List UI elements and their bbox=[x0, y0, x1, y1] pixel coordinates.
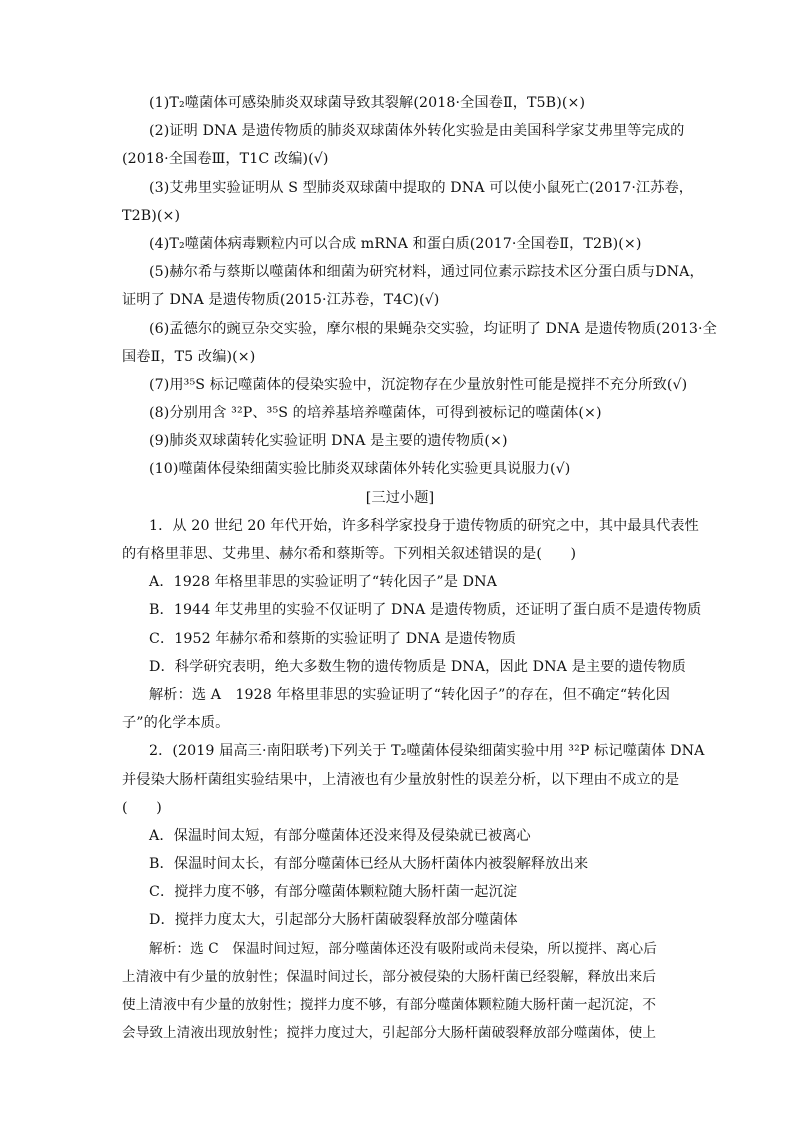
question-2-analysis-cont-1: 上清液中有少量的放射性；保温时间过长，部分被侵染的大肠杆菌已经裂解，释放出来后 bbox=[122, 968, 657, 985]
judgment-3-cont: T2B)(×) bbox=[122, 207, 181, 224]
question-2-analysis: 解析：选 C 保温时间过短，部分噬菌体还没有吸附或尚未侵染，所以搅拌、离心后 bbox=[149, 940, 657, 957]
question-1-analysis: 解析：选 A 1928 年格里菲思的实验证明了“转化因子”的存在，但不确定“转化因 bbox=[149, 686, 671, 703]
question-2-analysis-cont-2: 使上清液中有少量的放射性；搅拌力度不够，有部分噬菌体颗粒随大肠杆菌一起沉淀，不 bbox=[122, 997, 657, 1013]
judgment-5: (5)赫尔希与蔡斯以噬菌体和细菌为研究材料，通过同位素示踪技术区分蛋白质与DNA， bbox=[149, 264, 704, 281]
question-2-analysis-cont-3: 会导致上清液出现放射性；搅拌力度过大，引起部分大肠杆菌破裂释放部分噬菌体，使上 bbox=[122, 1025, 657, 1042]
question-1-stem-cont: 的有格里菲思、艾弗里、赫尔希和蔡斯等。下列相关叙述错误的是( ) bbox=[122, 546, 577, 562]
judgment-2: (2)证明 DNA 是遗传物质的肺炎双球菌体外转化实验是由美国科学家艾弗里等完成的 bbox=[149, 123, 685, 140]
judgment-10: (10)噬菌体侵染细菌实验比肺炎双球菌体外转化实验更具说服力(√) bbox=[149, 461, 571, 478]
question-2-stem: 2．(2019 届高三·南阳联考)下列关于 T₂噬菌体侵染细菌实验中用 ³²P 标记噬菌体 DNA bbox=[149, 743, 705, 760]
judgment-6: (6)孟德尔的豌豆杂交实验，摩尔根的果蝇杂交实验，均证明了 DNA 是遗传物质(2013·全 bbox=[149, 320, 717, 337]
judgment-3: (3)艾弗里实验证明从 S 型肺炎双球菌中提取的 DNA 可以使小鼠死亡(2017·江苏卷， bbox=[149, 179, 694, 196]
judgment-2-cont: (2018·全国卷Ⅲ，T1C 改编)(√) bbox=[122, 151, 329, 168]
question-2-blank: ( ) bbox=[122, 799, 162, 816]
judgment-6-cont: 国卷Ⅱ，T5 改编)(×) bbox=[122, 348, 256, 365]
question-1-option-c: C．1952 年赫尔希和蔡斯的实验证明了 DNA 是遗传物质 bbox=[149, 630, 517, 647]
question-2-stem-cont: 并侵染大肠杆菌组实验结果中，上清液也有少量放射性的误差分析，以下理由不成立的是 bbox=[122, 771, 680, 788]
judgment-7: (7)用³⁵S 标记噬菌体的侵染实验中，沉淀物存在少量放射性可能是搅拌不充分所致(√) bbox=[149, 376, 688, 393]
judgment-1: (1)T₂噬菌体可感染肺炎双球菌导致其裂解(2018·全国卷Ⅱ，T5B)(×) bbox=[149, 95, 586, 111]
question-1-option-d: D．科学研究表明，绝大多数生物的遗传物质是 DNA，因此 DNA 是主要的遗传物质 bbox=[149, 658, 686, 675]
judgment-4: (4)T₂噬菌体病毒颗粒内可以合成 mRNA 和蛋白质(2017·全国卷Ⅱ，T2B)(×) bbox=[149, 235, 642, 252]
question-2-option-b: B．保温时间太长，有部分噬菌体已经从大肠杆菌体内被裂解释放出来 bbox=[149, 856, 589, 873]
section-heading: [三过小题] bbox=[365, 489, 435, 506]
question-2-option-a: A．保温时间太短，有部分噬菌体还没来得及侵染就已被离心 bbox=[149, 827, 531, 844]
question-2-option-d: D．搅拌力度太大，引起部分大肠杆菌破裂释放部分噬菌体 bbox=[149, 912, 518, 929]
judgment-5-cont: 证明了 DNA 是遗传物质(2015·江苏卷，T4C)(√) bbox=[122, 292, 440, 309]
question-1-stem: 1．从 20 世纪 20 年代开始，许多科学家投身于遗传物质的研究之中，其中最具代表性 bbox=[149, 517, 699, 534]
judgment-8: (8)分别用含 ³²P、³⁵S 的培养基培养噬菌体，可得到被标记的噬菌体(×) bbox=[149, 405, 602, 422]
question-2-option-c: C．搅拌力度不够，有部分噬菌体颗粒随大肠杆菌一起沉淀 bbox=[149, 884, 518, 901]
question-1-option-a: A．1928 年格里菲思的实验证明了“转化因子”是 DNA bbox=[149, 574, 498, 591]
question-1-analysis-cont: 子”的化学本质。 bbox=[122, 715, 230, 732]
question-1-option-b: B．1944 年艾弗里的实验不仅证明了 DNA 是遗传物质，还证明了蛋白质不是遗传物质 bbox=[149, 602, 702, 619]
judgment-9: (9)肺炎双球菌转化实验证明 DNA 是主要的遗传物质(×) bbox=[149, 433, 508, 450]
judgment-section bbox=[122, 89, 717, 1047]
